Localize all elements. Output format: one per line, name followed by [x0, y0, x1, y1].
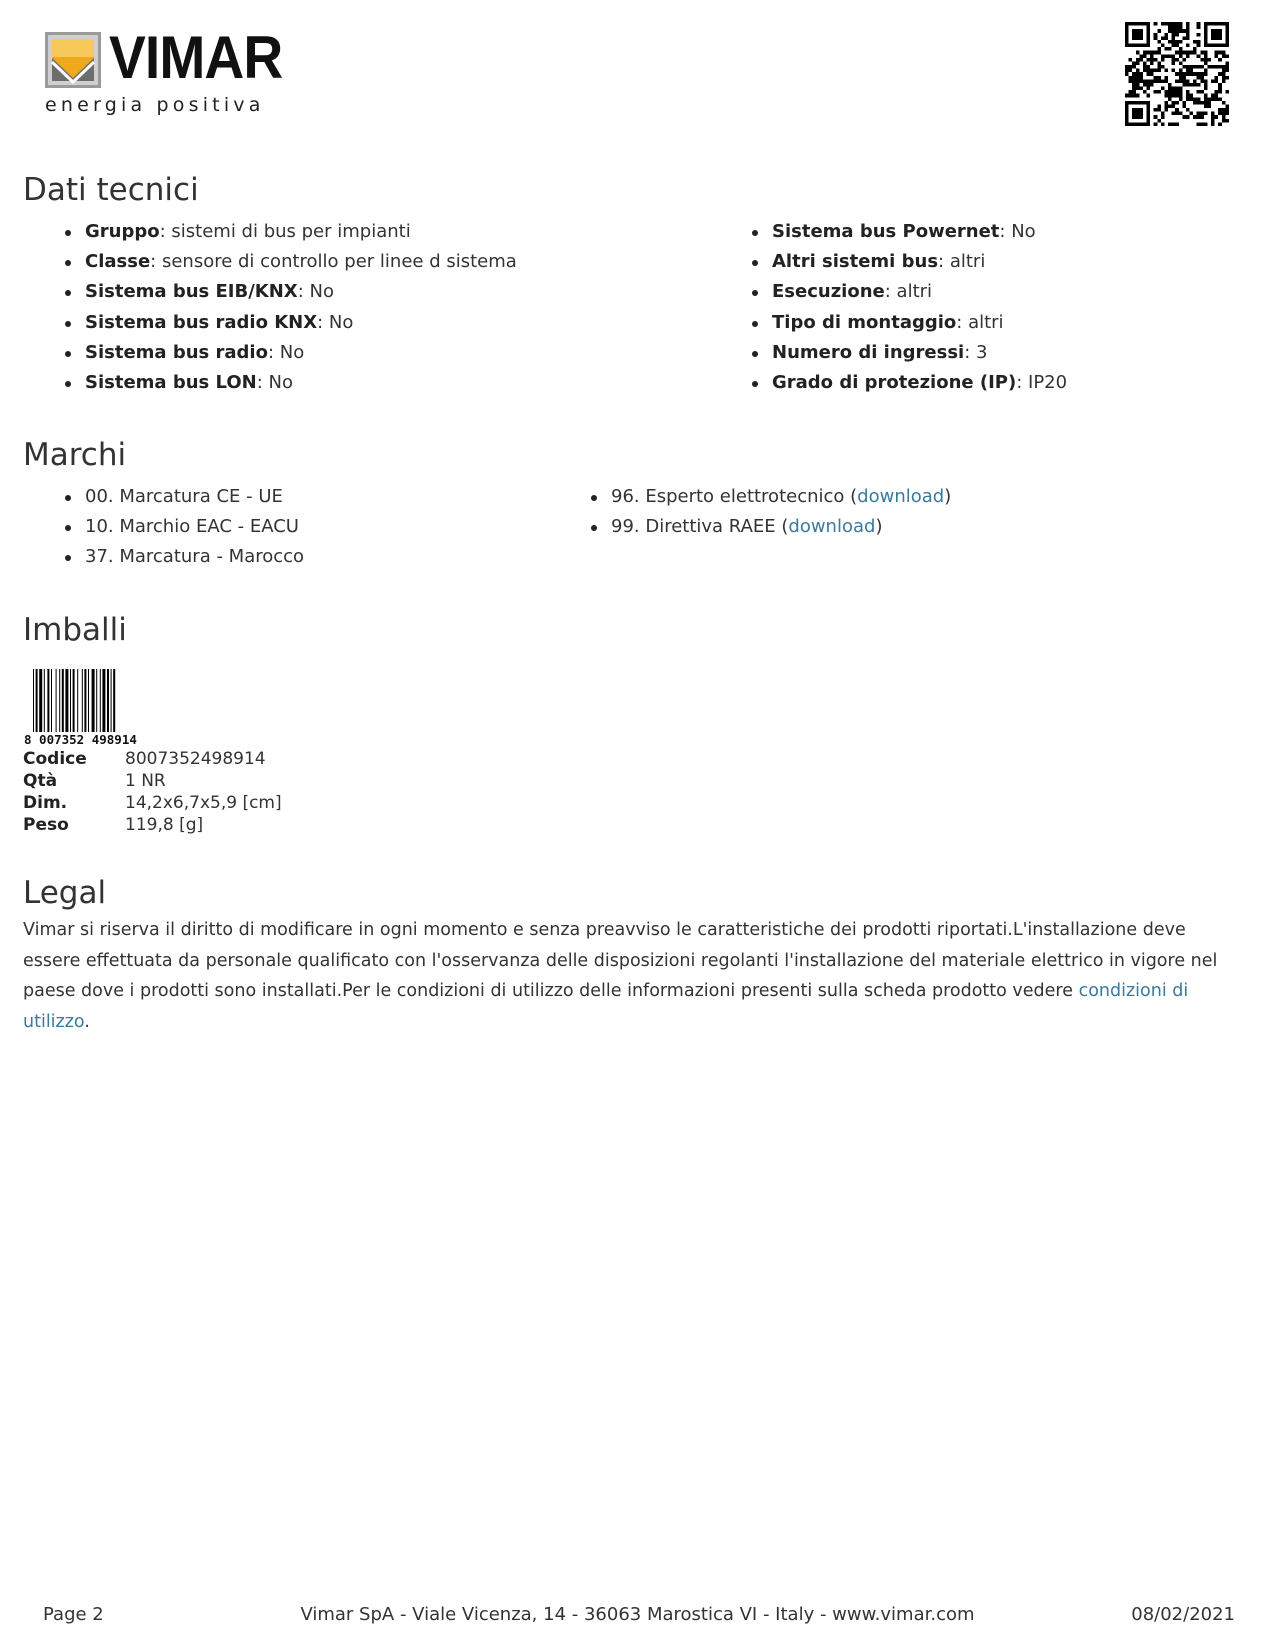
packaging-key: Qtà — [23, 771, 58, 791]
brand-name: VIMAR — [109, 24, 283, 91]
marks-list-left — [63, 482, 304, 573]
legal-title: Legal — [23, 875, 107, 911]
terms-of-use-link[interactable]: condizioni di utilizzo — [23, 981, 1189, 1032]
list-item — [750, 368, 1067, 398]
qr-code-icon — [1125, 22, 1229, 126]
spec-value: : altri — [884, 281, 933, 303]
packaging-table — [23, 748, 282, 836]
table-row — [23, 792, 282, 814]
document-date: 08/02/2021 — [1131, 1604, 1235, 1625]
list-item — [750, 338, 1067, 368]
spec-value: : IP20 — [1016, 372, 1068, 394]
legal-body: Vimar si riserva il diritto di modificare in ogni momento e senza preavviso le caratteristiche dei prodotti riportati.L'installazione deve essere effettuata da personale qualificato con l'osservanza delle disposizioni regolanti l'installazione del materiale elettrico in vigore nel paese dove i prodotti sono installati.Per le condizioni di utilizzo delle informazioni presenti sulla scheda prodotto vedere — [23, 920, 1218, 1001]
packaging-value: 8007352498914 — [125, 749, 266, 769]
spec-value: : No — [267, 341, 305, 363]
company-address: Vimar SpA - Viale Vicenza, 14 - 36063 Marostica VI - Italy - www.vimar.com — [300, 1604, 975, 1625]
list-item — [750, 217, 1067, 247]
mark-text: 10. Marchio EAC - EACU — [85, 516, 299, 538]
table-row — [23, 748, 282, 770]
packaging-title: Imballi — [23, 612, 127, 648]
marks-title: Marchi — [23, 437, 127, 473]
vimar-logo-mark-icon — [45, 32, 101, 88]
packaging-key: Codice — [23, 749, 87, 769]
download-link[interactable]: download — [857, 486, 945, 507]
mark-text: 37. Marcatura - Marocco — [85, 546, 305, 568]
barcode-number: 8 007352 498914 — [24, 732, 137, 747]
page-number: Page 2 — [43, 1604, 104, 1625]
mark-text: 00. Marcatura CE - UE — [85, 486, 283, 507]
spec-label: Sistema bus EIB/KNX — [85, 281, 298, 303]
table-row — [23, 770, 282, 792]
spec-label: Grado di protezione (IP) — [772, 372, 1017, 394]
spec-label: Sistema bus Powernet — [772, 221, 1000, 242]
spec-value: : No — [317, 311, 354, 333]
spec-label: Classe — [85, 251, 151, 273]
list-item — [750, 308, 1067, 338]
list-item — [63, 482, 304, 512]
spec-value: : No — [297, 281, 334, 303]
spec-label: Sistema bus LON — [85, 372, 257, 394]
brand-tagline: energia positiva — [45, 94, 265, 116]
vimar-logo — [45, 24, 295, 120]
packaging-value: 1 NR — [125, 771, 166, 791]
spec-label: Altri sistemi bus — [772, 251, 939, 273]
list-item — [63, 308, 517, 338]
spec-value: : altri — [956, 311, 1004, 333]
packaging-value: 14,2x6,7x5,9 [cm] — [125, 793, 282, 813]
spec-value: : sensore di controllo per linee d sistema — [150, 251, 517, 273]
list-item — [750, 277, 1067, 307]
table-row — [23, 814, 282, 836]
spec-label: Tipo di montaggio — [772, 311, 957, 333]
technical-data-title: Dati tecnici — [23, 172, 199, 208]
page-header — [0, 0, 1275, 150]
list-item — [63, 512, 304, 542]
barcode — [23, 669, 163, 747]
mark-text-after: ) — [875, 516, 883, 538]
mark-text-after: ) — [944, 486, 952, 507]
legal-text — [23, 915, 1238, 1037]
spec-label: Sistema bus radio KNX — [85, 311, 318, 333]
list-item — [63, 338, 517, 368]
list-item — [63, 368, 517, 398]
packaging-key: Dim. — [23, 793, 68, 813]
list-item — [63, 277, 517, 307]
marks-list-right — [589, 482, 951, 542]
list-item — [750, 247, 1067, 277]
packaging-key: Peso — [23, 815, 69, 835]
legal-end: . — [84, 1011, 90, 1032]
list-item — [63, 217, 517, 247]
spec-label: Esecuzione — [772, 281, 885, 303]
list-item — [589, 482, 951, 512]
spec-value: : altri — [938, 251, 986, 273]
spec-label: Numero di ingressi — [772, 341, 965, 363]
mark-text: 96. Esperto elettrotecnico ( — [611, 486, 858, 507]
mark-text: 99. Direttiva RAEE ( — [611, 516, 789, 538]
spec-value: : 3 — [964, 341, 988, 363]
barcode-bars — [33, 669, 115, 741]
technical-list-left — [63, 217, 517, 398]
spec-label: Gruppo — [85, 221, 160, 242]
spec-value: : sistemi di bus per impianti — [159, 221, 411, 242]
download-link[interactable]: download — [788, 516, 876, 538]
spec-value: : No — [999, 221, 1036, 242]
spec-value: : No — [256, 372, 293, 394]
list-item — [589, 512, 951, 542]
technical-list-right — [750, 217, 1067, 398]
spec-label: Sistema bus radio — [85, 341, 268, 363]
list-item — [63, 247, 517, 277]
list-item — [63, 542, 304, 572]
packaging-value: 119,8 [g] — [125, 815, 204, 835]
